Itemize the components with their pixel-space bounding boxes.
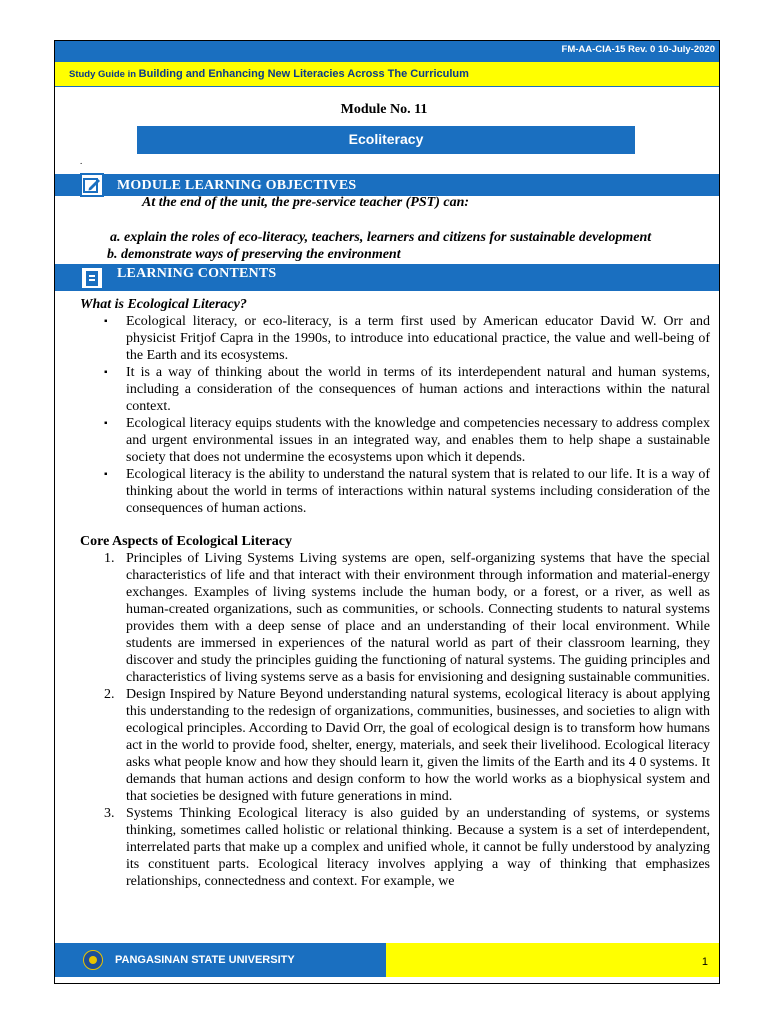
form-code: FM-AA-CIA-15 Rev. 0 10-July-2020 [561, 44, 715, 55]
list-item [80, 466, 710, 517]
numbered-list [80, 550, 710, 890]
university-seal-icon [83, 950, 103, 970]
list-number: 3. [104, 806, 115, 821]
list-item [80, 364, 710, 415]
learning-contents-header [55, 264, 719, 291]
list-item-text: Ecological literacy, or eco-literacy, is a term first used by American educator David W. Orr and physicist Fritjof Capra in the 1990s, to introduce into educational practice, the value and well-being of the Earth and its ecosystems. [126, 314, 710, 363]
course-title: Building and Enhancing New Literacies Across The Curriculum [138, 68, 469, 80]
bullet-list [80, 313, 710, 517]
bullet-icon: ▪ [104, 316, 108, 327]
list-item-text: Systems Thinking Ecological literacy is also guided by an understanding of systems, or systems thinking, sometimes called holistic or relational thinking. Because a system is a set of interdependent, interrelated parts that make up a complex and unified whole, it cannot be fully understood by analyzing its constituent parts. Ecological literacy involves applying a way of thinking that emphasizes relationships, connectedness and context. For example, we [126, 806, 710, 889]
objectives-header [55, 174, 719, 196]
list-item-text: Design Inspired by Nature Beyond understanding natural systems, ecological literacy is about applying this understanding to the redesign of organizations, communities, businesses, and societies to align with ecological principles. According to David Orr, the goal of ecological design is to transform how humans act in the world to provide food, shelter, energy, materials, and seek their livelihood. Ecological literacy asks what people know and how they should learn it, given the limits of the Earth and its 4 0 systems. It demands that human actions and design conform to how the world works as a biophysical system and that societies be designed with future generations in mind. [126, 687, 710, 804]
list-item [80, 805, 710, 890]
list-number: 2. [104, 687, 115, 702]
list-item-text: It is a way of thinking about the world in terms of its interdependent natural and human systems, including a consideration of the consequences of human actions and interactions within the natural context. [126, 365, 710, 414]
objectives-heading: MODULE LEARNING OBJECTIVES [117, 178, 357, 193]
list-item-text: Ecological literacy is the ability to understand the natural system that is related to our life. It is a way of thinking about the world in terms of interactions within natural systems including consideration of the consequences of human actions. [126, 467, 710, 516]
list-item-text: Ecological literacy equips students with the knowledge and competencies necessary to address complex and urgent environmental issues in an integrated way, and enables them to help shape a sustainable society that does not undermine the ecosystems upon which it depends. [126, 416, 710, 465]
learning-contents-heading: LEARNING CONTENTS [117, 266, 277, 281]
module-title: Ecoliteracy [137, 126, 635, 154]
list-item [80, 313, 710, 364]
list-item-text: Principles of Living Systems Living systems are open, self-organizing systems that have the special characteristics of life and that interact with their environment through information and material-energy exchanges. Examples of living systems include the human body, or a forest, or a river, as well as human-created organizations, such as communities, or schools. Connecting students to natural systems provides them with a deep sense of place and an understanding of their local environment. While students are immersed in experiences of the natural world as part of their classroom learning, they discover and study the principles guiding the functioning of natural systems. The guiding principles and characteristics of living systems serve as a basis for envisioning and designing sustainable communities. [126, 551, 710, 685]
separator-mark: . [80, 156, 83, 166]
bullet-icon: ▪ [104, 418, 108, 429]
page-number: 1 [701, 956, 708, 968]
bullet-icon: ▪ [104, 469, 108, 480]
list-number: 1. [104, 551, 115, 566]
list-item [80, 686, 710, 805]
list-item [80, 550, 710, 686]
objectives-intro: At the end of the unit, the pre-service teacher (PST) can: [142, 195, 470, 210]
footer-page-bar [386, 943, 719, 977]
section-title: Core Aspects of Ecological Literacy [80, 534, 293, 549]
objective-item: b. demonstrate ways of preserving the environment [107, 247, 401, 262]
module-number: Module No. 11 [340, 102, 428, 117]
section-title: What is Ecological Literacy? [80, 297, 247, 312]
university-name: PANGASINAN STATE UNIVERSITY [115, 954, 295, 966]
study-guide-prefix: Study Guide in [69, 69, 139, 80]
edit-icon [80, 173, 104, 197]
list-item [80, 415, 710, 466]
learning-content-body [80, 296, 710, 890]
objective-item: a. explain the roles of eco-literacy, teachers, learners and citizens for sustainable development [110, 230, 652, 245]
study-guide-title [69, 68, 469, 80]
document-icon [80, 266, 104, 290]
bullet-icon: ▪ [104, 367, 108, 378]
